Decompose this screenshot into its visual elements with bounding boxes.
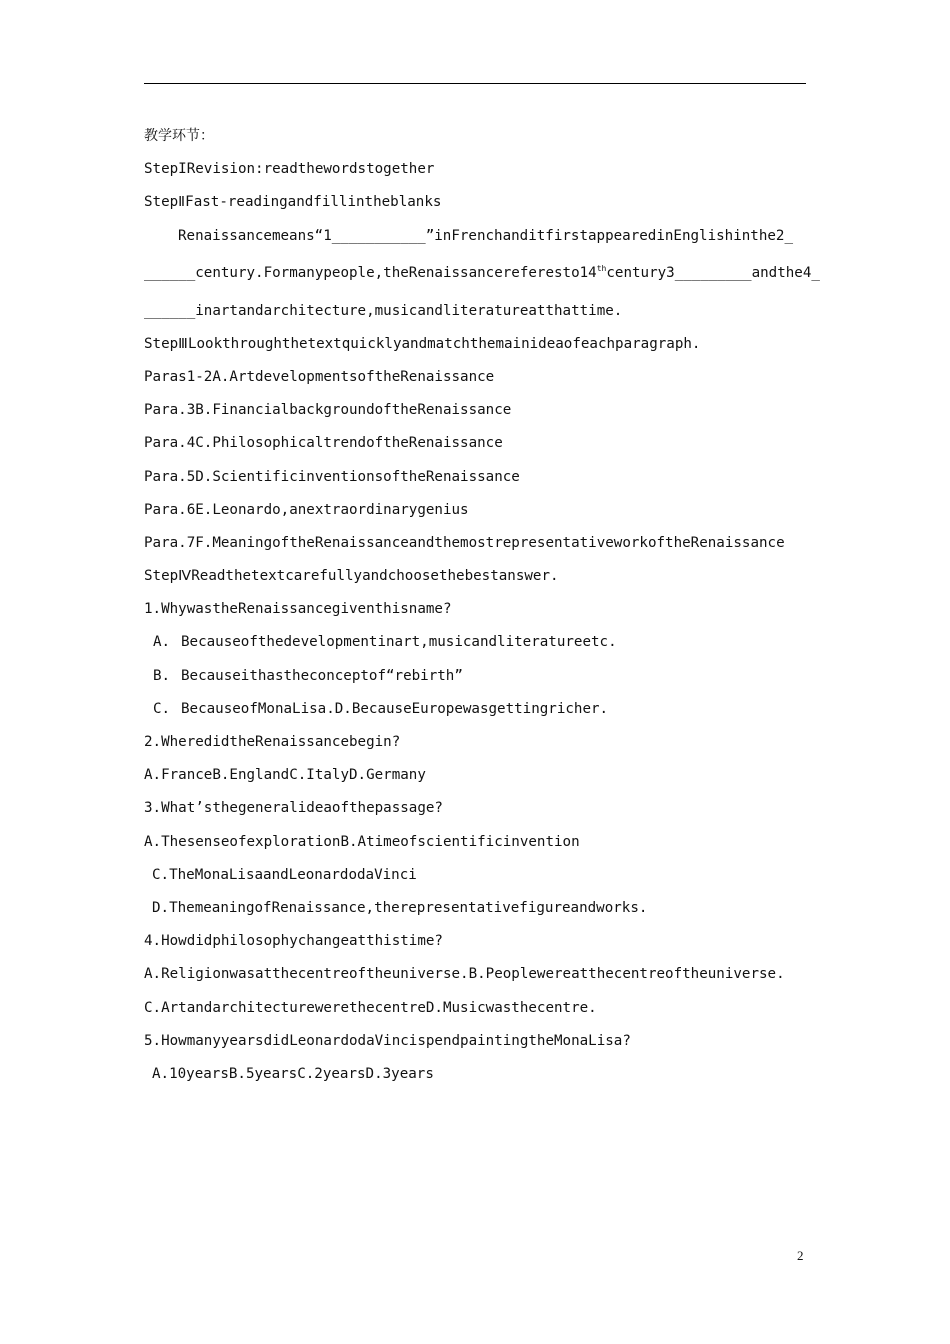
fill-blank-line-2-a: ______century.Formanypeople,theRenaissancereferesto14 xyxy=(144,265,597,282)
question-3-option-c: C.TheMonaLisaandLeonardodaVinci xyxy=(152,866,417,883)
match-item: Para.7F.MeaningoftheRenaissanceandthemostrepresentativeworkoftheRenaissance xyxy=(144,534,785,551)
question-3-option-d: D.ThemeaningofRenaissance,therepresentativefigureandworks. xyxy=(152,899,648,916)
question-4-options-ab: A.Religionwasatthecentreoftheuniverse.B.Peoplewereatthecentreoftheuniverse. xyxy=(144,966,785,983)
question-2-options: A.FranceB.EnglandC.ItalyD.Germany xyxy=(144,767,426,784)
page-number: 2 xyxy=(797,1248,804,1263)
section-heading: 教学环节： xyxy=(144,128,214,144)
match-item: Para.5D.ScientificinventionsoftheRenaissance xyxy=(144,468,520,485)
step-1: StepIRevision:readthewordstogether xyxy=(144,161,435,178)
fill-blank-line-2 xyxy=(144,263,820,283)
worksheet-content xyxy=(144,126,820,1097)
question-1-option-a xyxy=(144,632,806,652)
question-1-option-c xyxy=(144,699,806,719)
match-item: Paras1-2A.ArtdevelopmentsoftheRenaissance xyxy=(144,368,495,385)
option-letter: C. xyxy=(153,700,171,717)
question-4-options-cd: C.ArtandarchitecturewerethecentreD.Musicwasthecentre. xyxy=(144,999,597,1016)
option-text: Becauseofthedevelopmentinart,musicandliteratureetc. xyxy=(181,634,617,651)
fill-blank-line-2-b: century3_________andthe4_ xyxy=(606,265,820,282)
step-4: StepⅣReadthetextcarefullyandchoosethebestanswer. xyxy=(144,568,559,585)
match-item: Para.3B.FinancialbackgroundoftheRenaissance xyxy=(144,402,512,419)
question-1: 1.WhywastheRenaissancegiventhisname? xyxy=(144,601,452,618)
step-3: StepⅢLookthroughthetextquicklyandmatchthemainideaofeachparagraph. xyxy=(144,335,701,352)
fill-blank-line-3: ______inartandarchitecture,musicandliteratureatthattime. xyxy=(144,302,623,319)
option-text: BecauseofMonaLisa.D.BecauseEuropewasgettingricher. xyxy=(181,700,609,717)
match-item: Para.4C.PhilosophicaltrendoftheRenaissance xyxy=(144,435,503,452)
question-5: 5.HowmanyyearsdidLeonardodaVincispendpaintingtheMonaLisa? xyxy=(144,1032,631,1049)
fill-blank-line-1: Renaissancemeans“1___________”inFrenchanditfirstappearedinEnglishinthe2_ xyxy=(178,227,793,244)
question-1-option-b xyxy=(144,666,806,686)
match-item: Para.6E.Leonardo,anextraordinarygenius xyxy=(144,501,469,518)
option-text: Becauseithastheconceptof“rebirth” xyxy=(181,667,463,684)
question-5-options: A.10yearsB.5yearsC.2yearsD.3years xyxy=(152,1065,434,1082)
header-rule xyxy=(144,83,806,84)
question-4: 4.Howdidphilosophychangeatthistime? xyxy=(144,933,443,950)
superscript-th: th xyxy=(596,264,607,274)
question-2: 2.WheredidtheRenaissancebegin? xyxy=(144,734,401,750)
option-letter: A. xyxy=(153,634,171,651)
question-3-options-ab: A.ThesenseofexplorationB.Atimeofscientificinvention xyxy=(144,833,580,850)
question-3: 3.What’sthegeneralideaofthepassage? xyxy=(144,800,443,817)
step-2: StepⅡFast-readingandfillintheblanks xyxy=(144,194,442,211)
option-letter: B. xyxy=(153,667,171,684)
